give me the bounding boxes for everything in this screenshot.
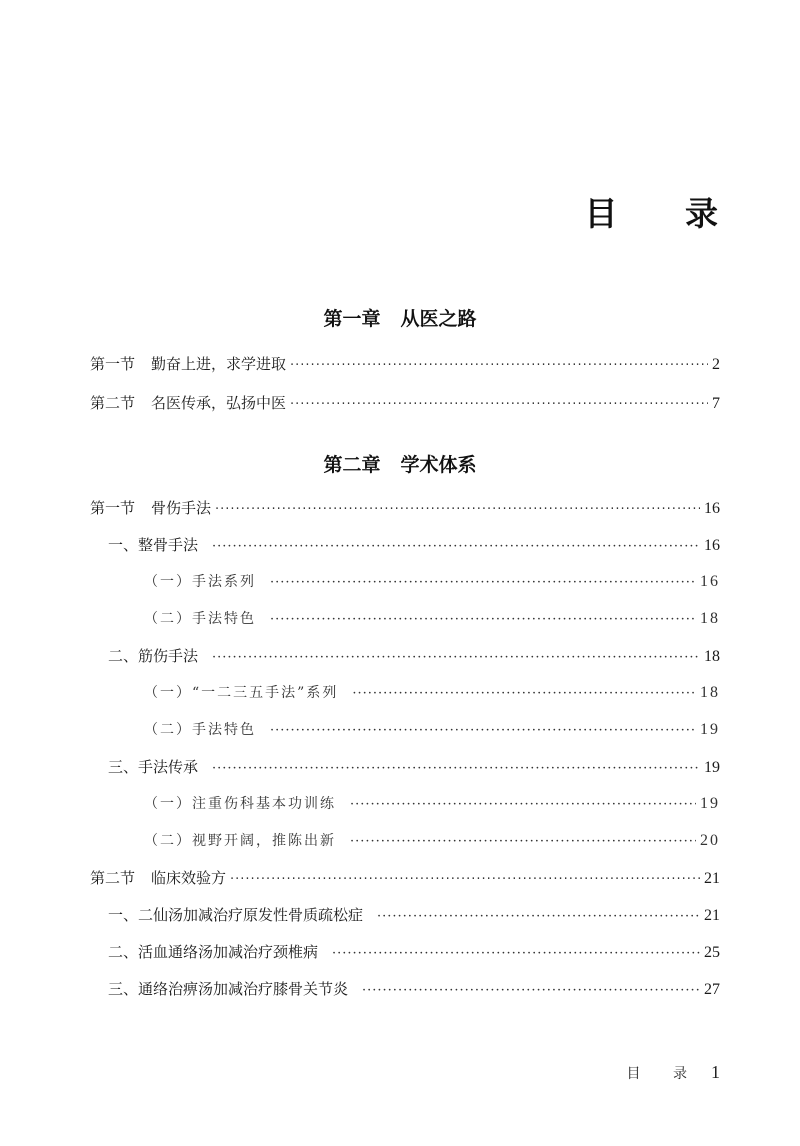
page-number: 7 [712, 395, 720, 412]
entry-label: （二）手法特色 [144, 611, 256, 627]
page-number: 19 [700, 795, 720, 812]
section-number: 第一节 [90, 355, 136, 373]
entry-label: （二）手法特色 [144, 722, 256, 738]
chapter-heading-2[interactable] [0, 450, 800, 477]
section-number: 第一节 [90, 499, 136, 517]
dot-leader [230, 873, 700, 886]
dot-leader [290, 359, 708, 372]
dot-leader [270, 613, 696, 626]
chapter-title: 从医之路 [400, 308, 477, 330]
toc-entry-subsection[interactable] [108, 645, 720, 669]
entry-label: 一、二仙汤加减治疗原发性骨质疏松症 [108, 906, 364, 924]
toc-entry-section[interactable] [90, 353, 720, 377]
entry-label: （一）“一二三五手法”系列 [144, 685, 339, 701]
toc-entry-section[interactable] [90, 497, 720, 521]
chapter-heading-1[interactable] [0, 304, 800, 331]
toc-entry-section[interactable] [90, 867, 720, 891]
entry-label: （一）注重伤科基本功训练 [144, 796, 336, 812]
page-number: 18 [704, 648, 720, 665]
dot-leader [377, 910, 700, 923]
page-title: 目 录 [584, 194, 746, 233]
dot-leader [215, 503, 700, 516]
toc-entry-subsection[interactable] [108, 978, 720, 1002]
page-footer [627, 1062, 720, 1083]
entry-label: 一、整骨手法 [108, 536, 199, 554]
entry-label: 二、活血通络汤加减治疗颈椎病 [108, 943, 319, 961]
dot-leader [212, 651, 700, 664]
dot-leader [270, 724, 696, 737]
page-number: 21 [704, 907, 720, 924]
dot-leader [352, 687, 696, 700]
toc-entry-subsection[interactable] [108, 534, 720, 558]
dot-leader [332, 947, 700, 960]
page-number: 19 [704, 759, 720, 776]
footer-page-number: 1 [711, 1062, 720, 1082]
section-number: 第二节 [90, 869, 136, 887]
dot-leader [212, 762, 700, 775]
page-number: 16 [704, 537, 720, 554]
page-number: 21 [704, 870, 720, 887]
dot-leader [270, 576, 696, 589]
footer-label: 目 录 [626, 1066, 701, 1082]
toc-entry-item[interactable] [144, 571, 720, 595]
dot-leader [350, 798, 696, 811]
entry-label: 三、手法传承 [108, 758, 199, 776]
entry-label: 三、通络治痹汤加减治疗膝骨关节炎 [108, 980, 349, 998]
entry-label: 名医传承，弘扬中医 [151, 394, 287, 412]
section-number: 第二节 [90, 394, 136, 412]
page-number: 16 [700, 573, 720, 590]
entry-label: 勤奋上进，求学进取 [151, 355, 287, 373]
entry-label: （二）视野开阔，推陈出新 [144, 833, 336, 849]
toc-entry-subsection[interactable] [108, 756, 720, 780]
toc-entry-item[interactable] [144, 682, 720, 706]
dot-leader [350, 835, 696, 848]
page-number: 18 [700, 610, 720, 627]
page-number: 20 [700, 832, 720, 849]
dot-leader [212, 540, 700, 553]
toc-entry-subsection[interactable] [108, 904, 720, 928]
dot-leader [290, 398, 708, 411]
entry-label: 临床效验方 [151, 869, 227, 887]
chapter-title: 学术体系 [400, 454, 477, 476]
toc-entry-subsection[interactable] [108, 941, 720, 965]
toc-entry-item[interactable] [144, 608, 720, 632]
toc-entry-item[interactable] [144, 793, 720, 817]
chapter-number: 第二章 [323, 454, 381, 476]
toc-entry-section[interactable] [90, 392, 720, 416]
page-number: 19 [700, 721, 720, 738]
page-number: 2 [712, 356, 720, 373]
page-number: 16 [704, 500, 720, 517]
entry-label: （一）手法系列 [144, 574, 256, 590]
page-number: 18 [700, 684, 720, 701]
chapter-number: 第一章 [323, 308, 381, 330]
dot-leader [362, 984, 700, 997]
toc-entry-item[interactable] [144, 830, 720, 854]
entry-label: 骨伤手法 [151, 499, 212, 517]
entry-label: 二、筋伤手法 [108, 647, 199, 665]
page-number: 25 [704, 944, 720, 961]
toc-entry-item[interactable] [144, 719, 720, 743]
page-number: 27 [704, 981, 720, 998]
